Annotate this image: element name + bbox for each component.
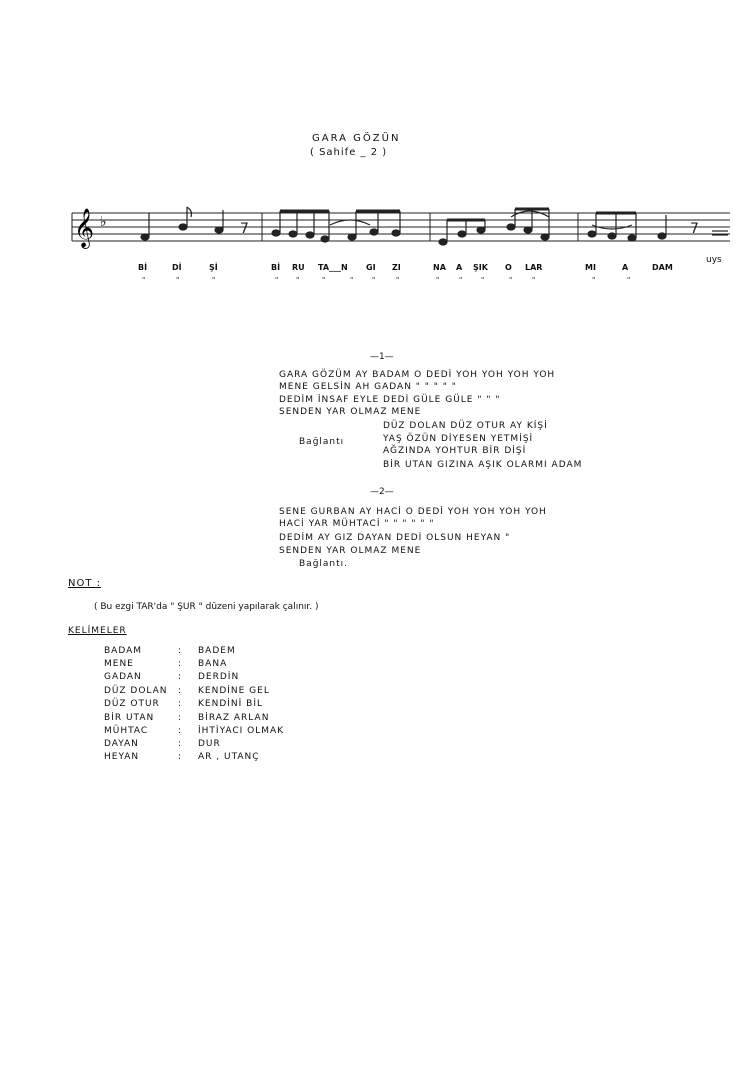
ditto-mark: " [459,276,463,284]
note-heading: NOT : [68,578,102,589]
treble-clef-icon: 𝄞 [74,208,95,248]
baglanti-line: DÜZ DOLAN DÜZ OTUR AY KİŞİ [383,421,548,431]
glossary-separator: : [178,646,182,656]
verse-1-number: —1— [370,352,394,362]
lyric-syllable: A [622,263,629,272]
lyric-syllable: Bİ [271,263,281,272]
glossary-separator: : [178,739,182,749]
baglanti-line: YAŞ ÖZÜN DİYESEN YETMİŞİ [383,434,534,444]
ditto-mark: " [212,276,216,284]
lyric-syllable: TA___N [318,263,348,272]
verse-1-line: MENE GELSİN AH GADAN " " " " " [279,382,457,392]
ditto-mark: " [481,276,485,284]
lyric-syllable: uys [706,255,722,265]
verse-1-line: DEDİM İNSAF EYLE DEDİ GÜLE GÜLE " " " [279,395,501,405]
page-title: GARA GÖZÜN [312,133,401,144]
svg-text:7: 7 [690,221,699,237]
ditto-mark: " [296,276,300,284]
lyric-syllable: GI [366,263,376,272]
ditto-mark: " [176,276,180,284]
lyric-syllable: ŞIK [473,263,488,272]
glossary-word: GADAN [104,672,142,682]
ditto-mark: " [275,276,279,284]
verse-2-line: SENDEN YAR OLMAZ MENE [279,546,422,556]
verse-1-line: GARA GÖZÜM AY BADAM O DEDİ YOH YOH YOH YOH [279,370,556,380]
lyric-syllable: A [456,263,463,272]
lyric-syllable: LAR [525,263,543,272]
glossary-meaning: KENDİNİ BİL [198,699,263,709]
glossary-meaning: BADEM [198,646,236,656]
lyric-syllable: Dİ [172,263,182,272]
lyric-syllable: MI [585,263,596,272]
verse-2-line: DEDİM AY GIZ DAYAN DEDİ OLSUN HEYAN " [279,533,511,543]
note-text: ( Bu ezgi TAR'da " ŞUR " düzeni yapılarak çalınır. ) [94,602,319,612]
page-subtitle: ( Sahife _ 2 ) [310,147,388,158]
ditto-mark: " [350,276,354,284]
baglanti-line: BİR UTAN GIZINA AŞIK OLARMI ADAM [383,460,583,470]
glossary-word: DÜZ DOLAN [104,686,168,696]
verse-2-number: —2— [370,487,394,497]
svg-text:7: 7 [240,221,249,237]
baglanti-line: AĞZINDA YOHTUR BİR DİŞİ [383,446,527,456]
glossary-separator: : [178,713,182,723]
glossary-meaning: AR , UTANÇ [198,752,260,762]
verse-1-line: SENDEN YAR OLMAZ MENE [279,407,422,417]
glossary-meaning: DERDİN [198,672,240,682]
glossary-word: DÜZ OTUR [104,699,160,709]
glossary-meaning: BANA [198,659,228,669]
glossary-separator: : [178,659,182,669]
glossary-heading: KELİMELER [68,626,127,636]
music-staff [0,195,750,265]
glossary-meaning: BİRAZ ARLAN [198,713,270,723]
ditto-mark: " [592,276,596,284]
lyric-syllable: Bİ [138,263,148,272]
glossary-meaning: İHTİYACI OLMAK [198,726,285,736]
ditto-mark: " [436,276,440,284]
glossary-word: DAYAN [104,739,139,749]
ditto-mark: " [322,276,326,284]
glossary-word: HEYAN [104,752,140,762]
glossary-separator: : [178,752,182,762]
lyric-syllable: DAM [652,263,673,272]
verse-1-baglanti-label: Bağlantı [299,437,345,447]
verse-2-line: SENE GURBAN AY HACİ O DEDİ YOH YOH YOH YOH [279,507,547,517]
flat-sign-icon: ♭ [100,214,107,230]
glossary-separator: : [178,726,182,736]
glossary-separator: : [178,686,182,696]
verse-2-line: HACİ YAR MÜHTACİ " " " " " " [279,519,435,529]
verse-2-baglanti-label: Bağlantı. [299,559,349,569]
lyric-syllable: O [505,263,512,272]
lyric-syllable: ZI [392,263,401,272]
ditto-mark: " [509,276,513,284]
ditto-mark: " [142,276,146,284]
lyric-syllable: RU [292,263,305,272]
lyric-syllable: NA [433,263,446,272]
glossary-meaning: DUR [198,739,221,749]
ditto-mark: " [627,276,631,284]
glossary-word: MENE [104,659,134,669]
glossary-word: BADAM [104,646,143,656]
glossary-word: BİR UTAN [104,713,155,723]
glossary-word: MÜHTAC [104,726,149,736]
ditto-mark: " [396,276,400,284]
ditto-mark: " [532,276,536,284]
glossary-separator: : [178,672,182,682]
glossary-meaning: KENDİNE GEL [198,686,270,696]
lyric-syllable: Şİ [209,263,218,272]
ditto-mark: " [372,276,376,284]
glossary-separator: : [178,699,182,709]
